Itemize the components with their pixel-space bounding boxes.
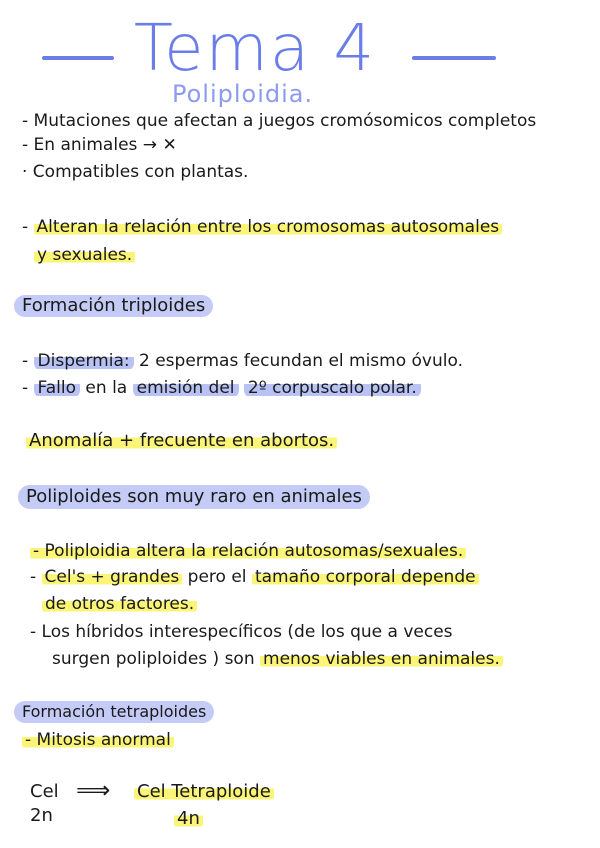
highlighted-text: 2º corpuscalo polar. (244, 378, 421, 398)
note-line (22, 729, 174, 751)
highlighted-text: y sexuales. (34, 245, 135, 265)
note-line (42, 593, 197, 615)
note-line (26, 430, 337, 452)
note-line (22, 350, 463, 372)
note-line: · Compatibles con plantas. (22, 162, 249, 182)
title-block (0, 8, 600, 108)
highlighted-text: - Mitosis anormal (22, 730, 174, 750)
note-line (52, 648, 503, 670)
note-line: - Mutaciones que afectan a juegos cromósomicos completos (22, 111, 537, 131)
highlighted-text: Dispermia: (34, 351, 134, 371)
highlighted-text: Cel Tetraploide (134, 781, 274, 802)
note-line (134, 781, 274, 803)
note-line: - En animales → ✕ (22, 135, 177, 155)
highlighted-text: Cel's + grandes (42, 567, 183, 587)
highlighted-text: tamaño corporal depende (252, 567, 479, 587)
title-dash-right (412, 56, 496, 60)
highlighted-text: Anomalía + frecuente en abortos. (26, 430, 337, 451)
highlighted-text: 4n (174, 808, 203, 829)
note-line (30, 540, 466, 562)
title-dash-left (42, 56, 114, 60)
note-line: 2n (30, 805, 53, 826)
highlighted-text: emisión del (133, 378, 239, 398)
text: surgen poliploides ) son (52, 649, 261, 669)
bullet: - (22, 378, 34, 398)
text: en la (80, 378, 133, 398)
note-line: Cel (30, 781, 59, 802)
highlighted-text: Alteran la relación entre los cromosomas autosomales (34, 217, 503, 237)
section-heading: Poliploides son muy raro en animales (18, 485, 370, 509)
note-line (22, 216, 502, 238)
text: 2 espermas fecundan el mismo óvulo. (133, 351, 463, 371)
section-heading: Formación tetraploides (14, 701, 214, 723)
bullet: - (22, 217, 34, 237)
page-title: Tema 4 (133, 12, 377, 86)
note-line (30, 566, 479, 588)
section-heading: Formación triploides (14, 295, 213, 317)
note-line (34, 244, 135, 266)
text: pero el (182, 567, 252, 587)
double-arrow: ⟹ (76, 776, 111, 804)
bullet: - (30, 567, 42, 587)
highlighted-text: Fallo (34, 378, 80, 398)
highlighted-text: menos viables en animales. (260, 649, 503, 669)
highlighted-text: - Poliploidia altera la relación autosomas/sexuales. (30, 541, 466, 561)
highlighted-text: de otros factores. (42, 594, 197, 614)
page-subtitle: Poliploidia. (172, 80, 314, 108)
bullet: - (22, 351, 34, 371)
note-line: - Los híbridos interespecíficos (de los que a veces (30, 622, 453, 642)
note-line (174, 808, 203, 830)
note-line (22, 377, 421, 399)
